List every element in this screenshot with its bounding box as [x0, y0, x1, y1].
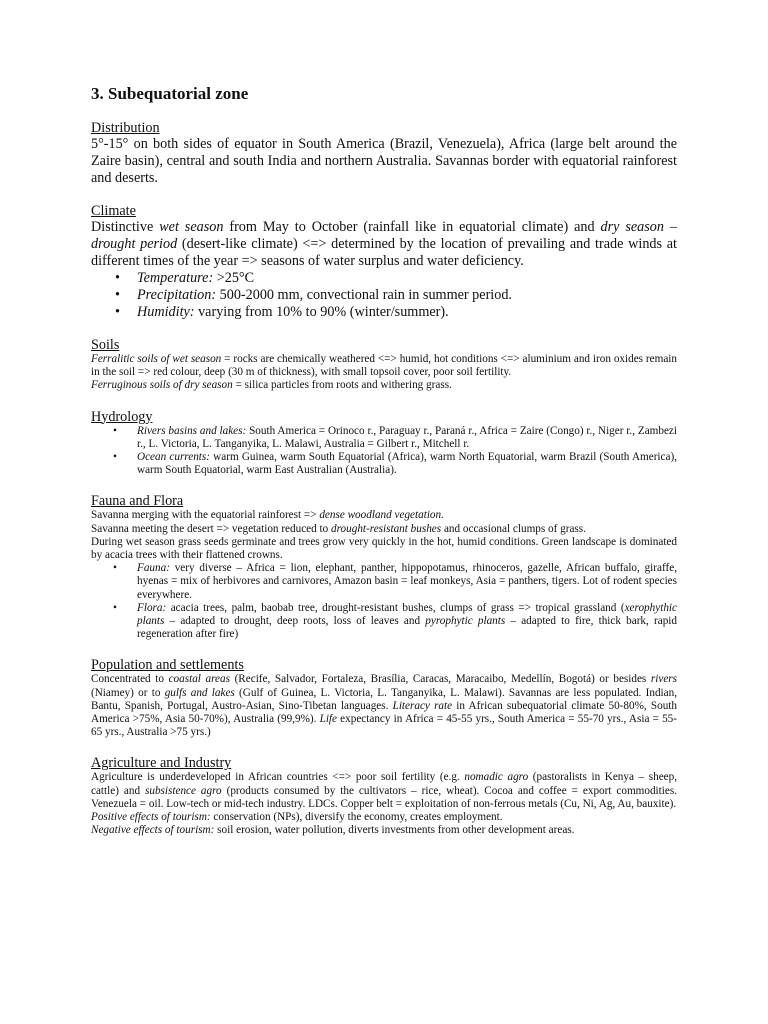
soils-ferralitic-text: Ferralitic soils of wet season = rocks are chemically weathered <=> humid, hot conditions <=> aluminium and iron oxides remain in the soil => red colour, deep (30 m of thickness), with small topsoil cover, poor soil fertility.: [91, 353, 677, 379]
hydrology-heading: Hydrology: [91, 408, 153, 425]
population-text: Concentrated to coastal areas (Recife, Salvador, Fortaleza, Brasília, Caracas, Maracaibo, Medellín, Bogotá) or besides rivers (Niamey) or to gulfs and lakes (Gulf of Guinea, L. Victoria, L. Tanganyika, L. Malawi). Savannas are less populated. Indian, Bantu, Spanish, Portugal, Austro-Asian, Sino-Tibetan languages. Literacy rate in African subequatorial climate 50-80%, South America >75%, Asia 50-70%), Australia (99,9%). Life expectancy in Africa = 45-55 yrs., South America = 55-70 yrs., Asia = 55-65 yrs., Australia >75 yrs.): [91, 673, 678, 739]
climate-heading: Climate: [91, 203, 136, 219]
list-item: • Flora: acacia trees, palm, baobab tree, drought-resistant bushes, clumps of grass => tropical grassland (xerophythic plants – adapted to drought, deep roots, loss of leaves and pyrophytic plants – adapted to fire, thick bark, rapid regeneration after fire): [113, 601, 677, 641]
list-item: • Fauna: very diverse – Africa = lion, elephant, panther, hippopotamus, rhinoceros, gazelle, African buffalo, giraffe, hyenas = mix of herbivores and carnivores, Amazon basin = leaf monkeys, Asia = panthers, tigers. Lot of rodent species everywhere.: [113, 562, 677, 601]
section-fauna-flora: [91, 493, 677, 641]
soils-heading: Soils: [91, 337, 120, 353]
fauna-flora-heading: Fauna and Flora: [91, 493, 184, 510]
page-title: 3. Subequatorial zone: [91, 84, 249, 103]
document-page: [91, 84, 677, 853]
climate-bullet-list: [91, 270, 677, 321]
list-item: • Temperature: >25°C: [115, 270, 255, 286]
fauna-text-1: Savanna merging with the equatorial rainforest => dense woodland vegetation.: [91, 509, 444, 522]
population-heading: Population and settlements: [91, 657, 244, 674]
agriculture-text: Agriculture is underdeveloped in African countries <=> poor soil fertility (e.g. nomadic agro (pastoralists in Kenya – sheep, cattle) and subsistence agro (products consumed by the cultivators – rice, wheat). Cocoa and coffee = export commodities. Venezuela = oil. Low-tech or mid-tech industry. LDCs. Copper belt = exploitation of non-ferrous metals (Cu, Ni, Ag, Au, bauxite).: [91, 771, 678, 810]
section-hydrology: [91, 409, 677, 478]
list-item: • Rivers basins and lakes: South America = Orinoco r., Paraguay r., Paraná r., Africa = Zaire (Congo) r., Niger r., Zambezi r., L. Victoria, L. Tanganyika, L. Malawi, Australia = Gilbert r., Mitchell r.: [113, 424, 677, 450]
distribution-heading: Distribution: [91, 120, 160, 136]
tourism-negative-text: Negative effects of tourism: soil erosion, water pollution, diverts investments from other development areas.: [91, 824, 575, 837]
fauna-text-2: Savanna meeting the desert => vegetation reduced to drought-resistant bushes and occasional clumps of grass.: [91, 522, 586, 535]
section-distribution: [91, 120, 677, 187]
section-climate: [91, 203, 677, 321]
agriculture-heading: Agriculture and Industry: [91, 755, 232, 772]
section-population: [91, 657, 677, 739]
list-item: • Precipitation: 500-2000 mm, convectional rain in summer period.: [115, 287, 512, 303]
climate-text: Distinctive wet season from May to October (rainfall like in equatorial climate) and dry season – drought period (desert-like climate) <=> determined by the location of prevailing and trade winds at different times of the year => seasons of water surplus and water deficiency.: [91, 219, 677, 269]
fauna-text-3: During wet season grass seeds germinate and trees grow very quickly in the hot, humid conditions. Green landscape is dominated by acacia trees with their flattened crowns.: [91, 535, 677, 562]
soils-ferruginous-text: Ferruginous soils of dry season = silica particles from roots and withering grass.: [91, 379, 452, 392]
hydrology-bullet-list: [91, 425, 677, 478]
list-item: • Humidity: varying from 10% to 90% (winter/summer).: [115, 304, 449, 320]
list-item: • Ocean currents: warm Guinea, warm South Equatorial (Africa), warm North Equatorial, warm Brazil (South America), warm South Equatorial, warm East Australian (Australia).: [113, 451, 677, 477]
section-agriculture: [91, 755, 677, 837]
distribution-text: 5°-15° on both sides of equator in South America (Brazil, Venezuela), Africa (large belt around the Zaire basin), central and south India and northern Australia. Savannas border with equatorial rainforest and deserts.: [91, 136, 677, 186]
tourism-positive-text: Positive effects of tourism: conservation (NPs), diversify the economy, creates employment.: [91, 811, 503, 824]
section-soils: [91, 337, 677, 393]
fauna-flora-bullet-list: [91, 562, 677, 641]
